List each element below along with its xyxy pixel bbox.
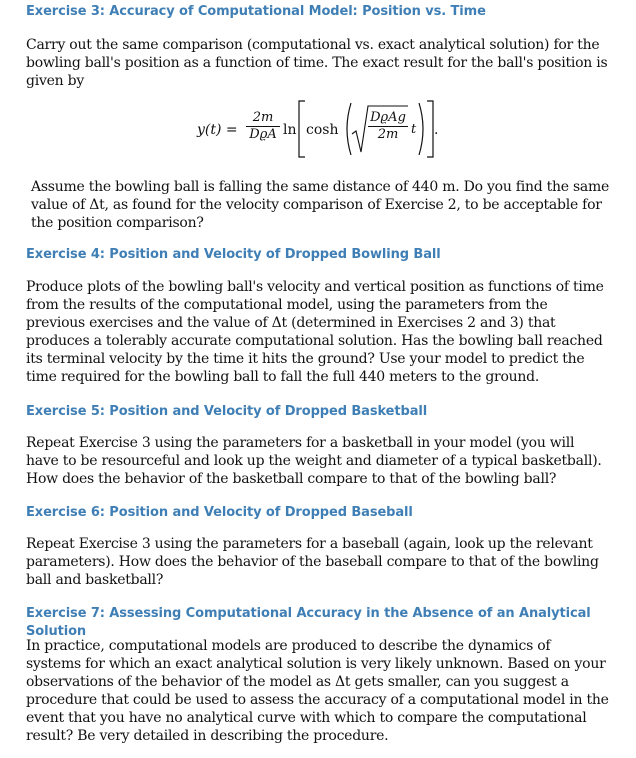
exercise-7-heading: Exercise 7: Assessing Computational Accuracy in the Absence of an Analytical Solution	[26, 606, 591, 639]
text-line: produces a tolerably accurate computational solution. Has the bowling ball reached	[26, 333, 603, 349]
text-line: ball and basketball?	[26, 572, 164, 588]
right-square-bracket	[426, 100, 434, 158]
text-line: previous exercises and the value of Δt (determined in Exercises 2 and 3) that	[26, 315, 556, 331]
text-line: In practice, computational models are produced to describe the dynamics of	[26, 638, 551, 654]
exercise-3-heading: Exercise 3: Accuracy of Computational Model: Position vs. Time	[26, 4, 486, 19]
text-line: observations of the behavior of the model as Δt gets smaller, can you suggest a	[26, 674, 569, 690]
text-line: its terminal velocity by the time it hits the ground? Use your model to predict the	[26, 351, 585, 367]
text-line: result? Be very detailed in describing the procedure.	[26, 728, 389, 744]
text-line: from the results of the computational model, using the parameters from the	[26, 297, 548, 313]
text-line: event that you have no analytical curve with which to compare the computational	[26, 710, 587, 726]
equation-prefactor	[246, 110, 280, 143]
ln-function: ln	[283, 122, 297, 138]
text-line: bowling ball's position as a function of time. The exact result for the ball's position is	[26, 55, 608, 71]
exercise-5-heading: Exercise 5: Position and Velocity of Dropped Basketball	[26, 404, 428, 419]
prefactor-denominator: DϱA	[249, 127, 277, 142]
text-line: value of Δt, as found for the velocity comparison of Exercise 2, to be acceptable for	[31, 197, 602, 213]
text-line: Assume the bowling ball is falling the same distance of 440 m. Do you find the same	[31, 179, 610, 195]
position-equation	[0, 100, 636, 164]
text-line: systems for which an exact analytical solution is very likely unknown. Based on your	[26, 656, 606, 672]
text-line: Carry out the same comparison (computational vs. exact analytical solution) for the	[26, 37, 600, 53]
exercise-6-body	[26, 535, 626, 589]
inner-denominator: 2m	[377, 127, 399, 142]
exercise-5-body	[26, 434, 626, 488]
inner-fraction	[368, 110, 408, 143]
equation-period: .	[434, 122, 439, 138]
text-line: parameters). How does the behavior of the baseball compare to that of the bowling	[26, 554, 599, 570]
text-line: How does the behavior of the basketball compare to that of the bowling ball?	[26, 471, 557, 487]
prefactor-numerator: 2m	[252, 110, 274, 125]
text-line: Repeat Exercise 3 using the parameters for a baseball (again, look up the relevant	[26, 536, 593, 552]
left-square-bracket	[298, 100, 306, 158]
text-line: have to be resourceful and look up the weight and diameter of a typical basketball).	[26, 453, 602, 469]
text-line: time required for the bowling ball to fall the full 440 meters to the ground.	[26, 369, 540, 385]
exercise-4-heading: Exercise 4: Position and Velocity of Dropped Bowling Ball	[26, 247, 441, 262]
text-line: the position comparison?	[31, 215, 204, 231]
exercise-4-body	[26, 278, 626, 386]
text-line: Produce plots of the bowling ball's velocity and vertical position as functions of time	[26, 279, 604, 295]
text-line: procedure that could be used to assess the accuracy of a computational model in the	[26, 692, 609, 708]
text-line: given by	[26, 73, 84, 89]
exercise-3-intro	[26, 36, 626, 90]
inner-numerator: DϱAg	[370, 110, 406, 125]
cosh-function: cosh	[306, 122, 339, 138]
exercise-6-heading: Exercise 6: Position and Velocity of Dropped Baseball	[26, 505, 413, 520]
exercise-3-followup	[31, 178, 631, 232]
text-line: Repeat Exercise 3 using the parameters for a basketball in your model (you will	[26, 435, 575, 451]
equation-lhs: y(t) =	[197, 122, 238, 138]
time-variable: t	[411, 122, 417, 137]
exercise-7-body	[26, 637, 626, 745]
